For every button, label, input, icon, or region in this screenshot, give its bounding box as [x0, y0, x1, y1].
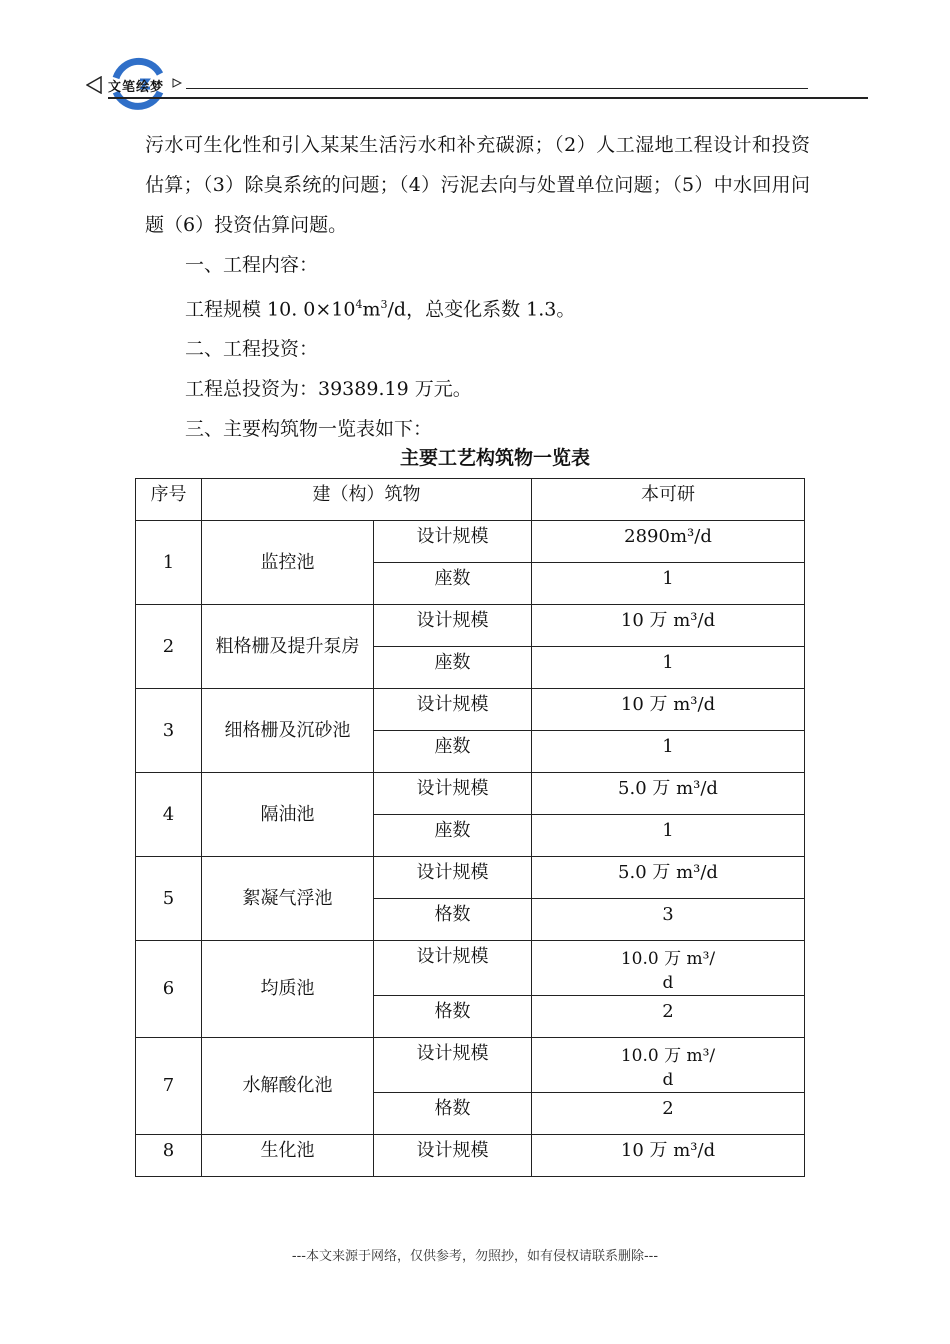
row-number: 2: [136, 605, 202, 689]
param-value: 10.0 万 m³/ d: [532, 1038, 805, 1093]
param-value: 3: [532, 899, 805, 941]
param-label: 设计规模: [374, 773, 532, 815]
param-label: 格数: [374, 996, 532, 1038]
row-number: 7: [136, 1038, 202, 1135]
row-number: 8: [136, 1135, 202, 1177]
page-header: [0, 0, 950, 110]
param-value: 10 万 m³/d: [532, 605, 805, 647]
table-row: [136, 1135, 805, 1177]
header-no: 序号: [136, 479, 202, 521]
table-row: [136, 857, 805, 899]
param-label: 设计规模: [374, 941, 532, 996]
table-row: [136, 1038, 805, 1093]
param-value: 10 万 m³/d: [532, 1135, 805, 1177]
section-heading: 一、工程内容：: [185, 254, 319, 276]
triangle-left-icon: [86, 76, 102, 94]
row-number: 5: [136, 857, 202, 941]
structure-name: 粗格栅及提升泵房: [202, 605, 374, 689]
row-number: 3: [136, 689, 202, 773]
structure-name: 絮凝气浮池: [202, 857, 374, 941]
param-value: 1: [532, 731, 805, 773]
param-value: 2: [532, 1093, 805, 1135]
table-row: [136, 773, 805, 815]
section-heading: 二、工程投资：: [185, 338, 319, 361]
param-label: 设计规模: [374, 857, 532, 899]
paragraph: 污水可生化性和引入某某生活污水和补充碳源；（2）人工湿地工程设计和投资估算；（3）除臭系统的问题；（4）污泥去向与处置单位问题；（5）中水回用问题（6）投资估算问题。: [145, 134, 810, 236]
param-value: 5.0 万 m³/d: [532, 857, 805, 899]
investment-line: 工程总投资为：39389.19 万元。: [185, 378, 472, 401]
triangle-right-icon: [172, 78, 182, 88]
structure-name: 水解酸化池: [202, 1038, 374, 1135]
param-label: 座数: [374, 563, 532, 605]
structures-table: [135, 478, 805, 1177]
param-label: 设计规模: [374, 605, 532, 647]
table-row: [136, 605, 805, 647]
logo-text: 文笔绘梦: [108, 80, 165, 95]
param-value: 2890m³/d: [532, 521, 805, 563]
structure-name: 隔油池: [202, 773, 374, 857]
param-value: 1: [532, 647, 805, 689]
param-label: 设计规模: [374, 689, 532, 731]
param-label: 设计规模: [374, 1135, 532, 1177]
table-row: [136, 941, 805, 996]
param-label: 座数: [374, 815, 532, 857]
param-value: 10.0 万 m³/ d: [532, 941, 805, 996]
table-header-row: [136, 479, 805, 521]
param-label: 格数: [374, 1093, 532, 1135]
row-number: 6: [136, 941, 202, 1038]
header-study: 本可研: [532, 479, 805, 521]
param-value: 10 万 m³/d: [532, 689, 805, 731]
header-rule-thick: [108, 97, 868, 99]
table-row: [136, 689, 805, 731]
header-structure: 建（构）筑物: [202, 479, 532, 521]
row-number: 4: [136, 773, 202, 857]
footer-disclaimer: ---本文来源于网络，仅供参考，勿照抄，如有侵权请联系删除---: [291, 1249, 659, 1264]
param-label: 座数: [374, 647, 532, 689]
param-value: 1: [532, 815, 805, 857]
table-row: [136, 521, 805, 563]
param-value: 2: [532, 996, 805, 1038]
row-number: 1: [136, 521, 202, 605]
structure-name: 生化池: [202, 1135, 374, 1177]
structure-name: 均质池: [202, 941, 374, 1038]
body-text: [145, 125, 810, 449]
param-label: 设计规模: [374, 1038, 532, 1093]
section-heading: 三、主要构筑物一览表如下：: [185, 418, 433, 441]
scale-line: 工程规模 10. $0\times 10^4m^3/d$，总变化系数 1.3。: [185, 298, 576, 321]
param-label: 格数: [374, 899, 532, 941]
param-label: 座数: [374, 731, 532, 773]
param-value: 5.0 万 m³/d: [532, 773, 805, 815]
header-rule: [186, 88, 808, 89]
table-title: 主要工艺构筑物一览表: [399, 447, 590, 469]
structure-name: 细格栅及沉砂池: [202, 689, 374, 773]
param-label: 设计规模: [374, 521, 532, 563]
structure-name: 监控池: [202, 521, 374, 605]
param-value: 1: [532, 563, 805, 605]
